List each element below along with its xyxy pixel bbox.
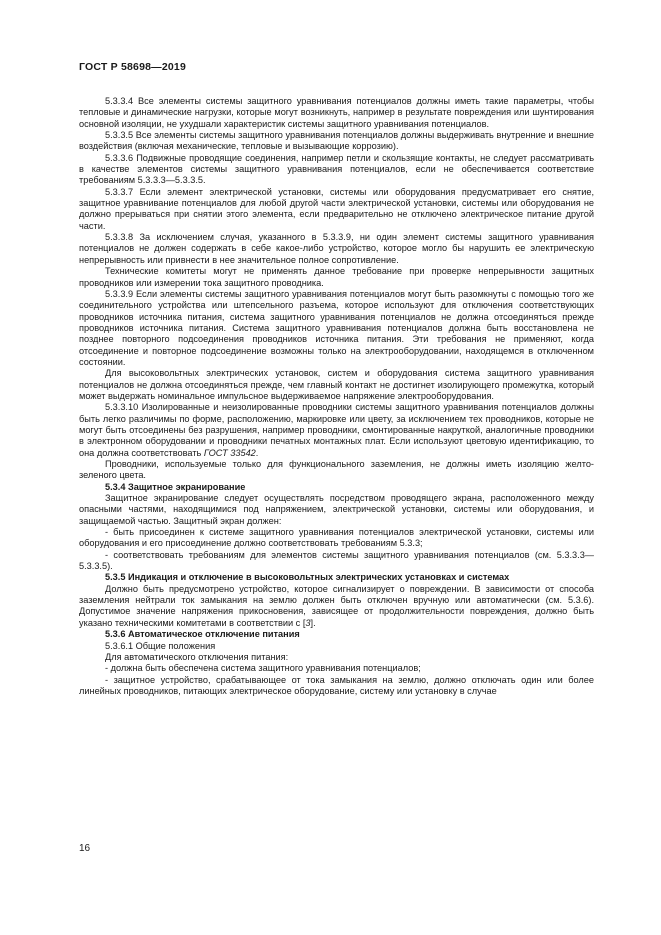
paragraph-technical-committees: Технические комитеты могут не применять данное требование при проверке непрерывности защитных проводников или измерении тока защитного проводника. bbox=[79, 266, 594, 288]
heading-5-3-4: 5.3.4 Защитное экранирование bbox=[105, 481, 246, 492]
list-item-screen-requirements: - соответствовать требованиям для элементов системы защитного уравнивания потенциалов (см. 5.3.3.3—5.3.3.5). bbox=[79, 549, 594, 572]
paragraph-5-3-6-1: 5.3.6.1 Общие положения bbox=[105, 640, 216, 651]
paragraph-fault-indication: Должно быть предусмотрено устройство, которое сигнализирует о повреждении. В зависимости от способа заземления нейтрали ток замыкания на землю должен быть отключен вручную или автоматически (см. 5.3.6). Допустимое значение напряжения прикосновения, зависящее от продолжительности повреждения, должно быть указано техническими комитетами в соответствии с [3]. bbox=[79, 583, 594, 628]
paragraph-protective-screening: Защитное экранирование следует осуществлять посредством проводящего экрана, расположенного между опасными частями, находящимися под напряжением, электрической установки, системы или оборудования, и защищаемой частью. Защитный экран должен: bbox=[79, 493, 594, 526]
paragraph-high-voltage: Для высоковольтных электрических установок, систем и оборудования система защитного уравнивания потенциалов не должна отсоединяться прежде, чем главный контакт не достигнет изолирующего промежутка, который может выдержать номинальное импульсное выдерживаемое напряжение электрооборудования. bbox=[79, 368, 594, 401]
list-item-screen-connected: - быть присоединен к системе защитного уравнивания потенциалов электрической установки, системы или оборудования и его присоединение должно соответствовать требованиям 5.3.3; bbox=[79, 527, 594, 549]
paragraph-5-3-3-4: 5.3.3.4 Все элементы системы защитного уравнивания потенциалов должны иметь такие параметры, чтобы тепловые и динамические нагрузки, которые могут возникнуть, например в результате повреждения или шунтирования основной изоляции, не ухудшали характеристик системы защитного уравнивания потенциалов. bbox=[79, 96, 594, 129]
paragraph-5-3-3-8: 5.3.3.8 За исключением случая, указанного в 5.3.3.9, ни один элемент системы защитного уравнивания потенциалов не должен содержать в себе какое-либо устройство, которое могло бы нарушить ее электрическую непрерывность или привнести в нее значительное полное сопротивление. bbox=[79, 232, 594, 265]
paragraph-5-3-3-5: 5.3.3.5 Все элементы системы защитного уравнивания потенциалов должны выдерживать внутренние и внешние воздействия (включая механические, тепловые и вызывающие коррозию). bbox=[79, 130, 594, 152]
paragraph-5-3-3-9: 5.3.3.9 Если элементы системы защитного уравнивания потенциалов могут быть разомкнуты с помощью того же соединительного устройства или штепсельного разъема, которое используют для отключения соответствующих проводников источника питания, система защитного уравнивания потенциалов не должна отсоединяться прежде проводников источника питания. Система защитного уравнивания потенциалов должна быть восстановлена не позднее повторного подсоединения проводников источника питания. Эти требования не применяют, когда отсоединение и повторное подсоединение возможны только на электрооборудовании, находящемся в отключенном состоянии. bbox=[79, 288, 594, 367]
bibliography-reference: 3 bbox=[305, 617, 311, 628]
document-header: ГОСТ Р 58698—2019 bbox=[79, 61, 187, 73]
heading-5-3-6: 5.3.6 Автоматическое отключение питания bbox=[105, 629, 300, 640]
list-item-protective-device: - защитное устройство, срабатывающее от тока замыкания на землю, должно отключать один или более линейных проводников, питающих электрическое оборудование, систему или установку в случае bbox=[79, 674, 594, 696]
list-item-equipotential-system: - должна быть обеспечена система защитного уравнивания потенциалов; bbox=[105, 663, 421, 674]
paragraph-5-3-3-10: 5.3.3.10 Изолированные и неизолированные проводники системы защитного уравнивания потенциалов должны быть легко различимы по форме, расположению, маркировке или цвету, за исключением тех проводников, которые не могут быть отсоединены без разрушения, например проводники, смонтированные накруткой, аналогичные проводники в электронном оборудовании и проводники печатных монтажных плат. Если используют цветовую идентификацию, то она должна соответствовать ГОСТ 33542. bbox=[79, 402, 594, 458]
paragraph-5-3-3-6: 5.3.3.6 Подвижные проводящие соединения, например петли и скользящие контакты, не следует рассматривать в качестве элементов системы защитного уравнивания потенциалов, если не обеспечивается соответствие требованиям 5.3.3.3—5.3.3.5. bbox=[79, 152, 594, 186]
page-number: 16 bbox=[79, 843, 91, 854]
paragraph-5-3-3-7: 5.3.3.7 Если элемент электрической установки, системы или оборудования предусматривает его снятие, защитное уравнивание потенциалов для любой другой части электрической установки, системы или оборудования не должно прерываться при снятии этого элемента, если предварительно не отключено электрическое питание другой части. bbox=[79, 186, 594, 231]
standard-reference: ГОСТ 33542 bbox=[203, 447, 256, 458]
paragraph-functional-earthing: Проводники, используемые только для функционального заземления, не должны иметь изоляцию желто-зеленого цвета. bbox=[79, 459, 594, 481]
document-body bbox=[79, 96, 594, 697]
paragraph-automatic-disconnection: Для автоматического отключения питания: bbox=[105, 651, 289, 662]
heading-5-3-5: 5.3.5 Индикация и отключение в высоковольтных электрических установках и системах bbox=[105, 572, 510, 583]
